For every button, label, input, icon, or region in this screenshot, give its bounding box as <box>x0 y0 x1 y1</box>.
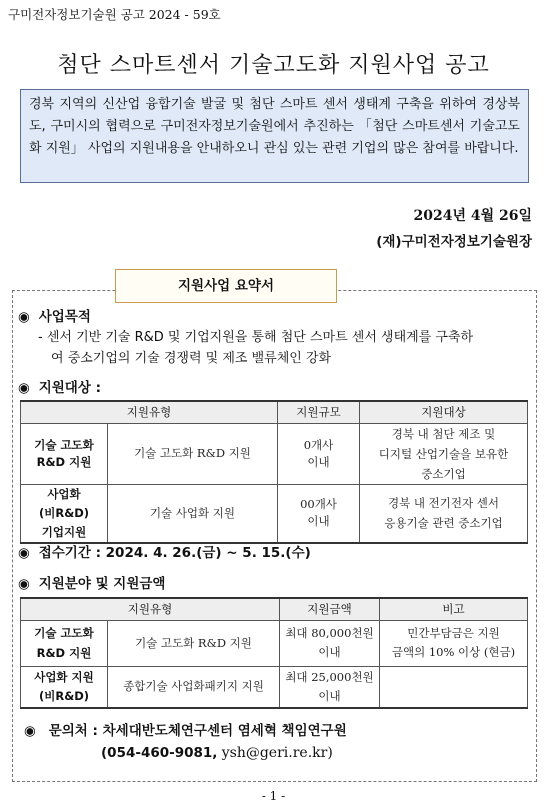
column-header: 지원규모 <box>278 401 360 423</box>
issuer-name: (재)구미전자정보기술원장 <box>376 234 532 250</box>
contact-email[interactable]: ysh@geri.re.kr) <box>221 745 333 761</box>
summary-title: 지원사업 요약서 <box>115 269 337 303</box>
column-header: 지원금액 <box>280 598 380 620</box>
table-header-row <box>21 401 528 423</box>
contact-heading-text: 문의처 : 차세대반도체연구센터 염세혁 책임연구원 <box>48 723 347 739</box>
period-heading-text: 접수기간 : 2024. 4. 26.(금) ~ 5. 15.(수) <box>38 545 311 561</box>
table-row <box>21 620 528 666</box>
purpose-text <box>38 327 528 369</box>
column-header: 지원유형 <box>21 401 278 423</box>
funding-type-cell: 사업화 지원 (비R&D) <box>21 666 108 708</box>
purpose-heading <box>18 305 91 325</box>
document-title: 첨단 스마트센서 기술고도화 지원사업 공고 <box>57 53 490 78</box>
funding-detail-cell: 기술 고도화 R&D 지원 <box>108 620 280 666</box>
funding-amount-cell: 최대 80,000천원 이내 <box>280 620 380 666</box>
bullet-icon: ◉ <box>18 380 30 396</box>
bullet-icon: ◉ <box>18 309 30 325</box>
support-target-cell: 경북 내 첨단 제조 및 디지털 산업기술을 보유한 중소기업 <box>360 423 528 484</box>
period-heading <box>18 541 311 561</box>
bullet-icon: ◉ <box>18 545 30 561</box>
funding-amount-cell: 최대 25,000천원 이내 <box>280 666 380 708</box>
funding-note-cell <box>380 666 528 708</box>
support-type-cell: 기술 고도화 R&D 지원 <box>21 423 108 484</box>
bullet-icon: ◉ <box>18 576 30 592</box>
funding-detail-cell: 종합기술 사업화패키지 지원 <box>108 666 280 708</box>
support-target-cell: 경북 내 전기전자 센서 응용기술 관련 중소기업 <box>360 484 528 543</box>
funding-note-cell: 민간부담금은 지원 금액의 10% 이상 (현금) <box>380 620 528 666</box>
target-table <box>20 400 528 544</box>
announcement-date: 2024년 4월 26일 <box>413 208 532 224</box>
funding-type-cell: 기술 고도화 R&D 지원 <box>21 620 108 666</box>
support-scale-cell: 00개사 이내 <box>278 484 360 543</box>
table-row <box>21 484 528 543</box>
table-header-row <box>21 598 528 620</box>
intro-notice: 경북 지역의 신산업 융합기술 발굴 및 첨단 스마트 센서 생태계 구축을 위하여 경상북도, 구미시의 협력으로 구미전자정보기술원에서 추진하는 「첨단 스마트센서 기술고도화 지원」 사업의 지원내용을 안내하오니 관심 있는 관련 기업의 많은 참여를 바랍니다. <box>20 89 529 183</box>
target-heading <box>18 376 101 396</box>
column-header: 지원유형 <box>21 598 280 620</box>
funding-heading-text: 지원분야 및 지원금액 <box>38 576 166 592</box>
purpose-line-2: 여 중소기업의 기술 경쟁력 및 제조 밸류체인 강화 <box>51 351 332 366</box>
column-header: 비고 <box>380 598 528 620</box>
document-number: 구미전자정보기술원 공고 2024 - 59호 <box>8 7 221 22</box>
purpose-line-1: - 센서 기반 기술 R&D 및 기업지원을 통해 첨단 스마트 센서 생태계를 구축하 <box>38 330 474 345</box>
table-row <box>21 423 528 484</box>
support-detail-cell: 기술 사업화 지원 <box>108 484 278 543</box>
table-row <box>21 666 528 708</box>
support-scale-cell: 0개사 이내 <box>278 423 360 484</box>
support-type-cell: 사업화 (비R&D) 기업지원 <box>21 484 108 543</box>
contact-heading <box>24 719 347 739</box>
support-detail-cell: 기술 고도화 R&D 지원 <box>108 423 278 484</box>
funding-heading <box>18 572 165 592</box>
contact-details <box>101 745 333 761</box>
page-number: - 1 - <box>261 789 286 803</box>
funding-table <box>20 597 528 709</box>
purpose-heading-text: 사업목적 <box>38 309 91 325</box>
contact-phone: (054-460-9081, <box>101 745 218 761</box>
column-header: 지원대상 <box>360 401 528 423</box>
bullet-icon: ◉ <box>24 723 36 739</box>
target-heading-text: 지원대상 : <box>38 380 101 396</box>
